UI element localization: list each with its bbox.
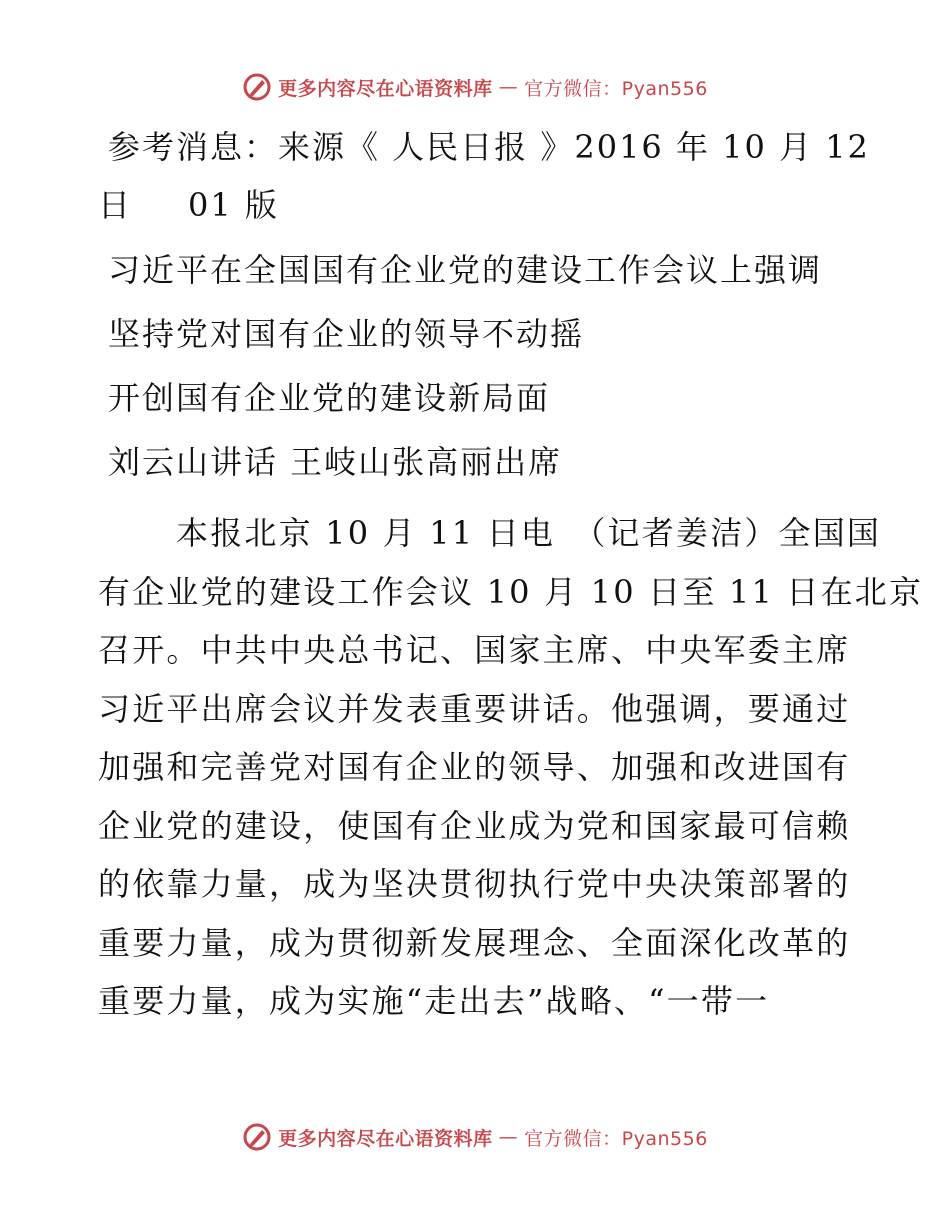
paragraph-line: 的依靠力量，成为坚决贯彻执行党中央决策部署的 — [98, 865, 851, 903]
article-paragraph — [98, 504, 924, 1031]
document-body — [98, 118, 924, 1031]
pen-circle-icon — [242, 1122, 272, 1152]
paragraph-line: 重要力量，成为贯彻新发展理念、全面深化改革的 — [98, 923, 851, 962]
headline-group — [98, 248, 858, 484]
headline-main: 习近平在全国国有企业党的建设工作会议上强调 — [108, 251, 823, 289]
paragraph-line: 有企业党的建设工作会议 10 月 10 日至 11 日在北京 — [98, 572, 924, 611]
paragraph-line: 本报北京 10 月 11 日电 （记者姜洁）全国国 — [176, 514, 882, 552]
watermark-separator: — — [498, 1126, 519, 1148]
header-watermark — [0, 72, 950, 102]
source-date-day: 日 — [98, 186, 133, 224]
headline-sub-2: 开创国有企业党的建设新局面 — [108, 379, 551, 417]
paragraph-line: 召开。中共中央总书记、国家主席、中央军委主席 — [98, 631, 851, 669]
watermark-text: 更多内容尽在心语资料库 — [278, 77, 493, 100]
source-note — [98, 118, 870, 234]
footer-watermark — [0, 1122, 950, 1152]
pen-circle-icon — [242, 72, 272, 102]
paragraph-line: 习近平出席会议并发表重要讲话。他强调，要通过 — [98, 689, 851, 728]
source-line-2 — [98, 176, 858, 234]
paragraph-line: 企业党的建设，使国有企业成为党和国家最可信赖 — [98, 806, 851, 845]
watermark-handle: 官方微信：Pyan556 — [524, 77, 708, 100]
paragraph-line: 加强和完善党对国有企业的领导、加强和改进国有 — [98, 748, 851, 786]
watermark-text: 更多内容尽在心语资料库 — [278, 1127, 493, 1150]
source-line-1: 参考消息：来源《 人民日报 》2016 年 10 月 12 — [108, 128, 870, 166]
headline-sub-1: 坚持党对国有企业的领导不动摇 — [108, 315, 585, 353]
watermark-handle: 官方微信：Pyan556 — [524, 1127, 708, 1150]
watermark-separator: — — [498, 76, 519, 98]
source-edition: 01 版 — [188, 186, 279, 224]
paragraph-line: 重要力量，成为实施“走出去”战略、“一带一 — [98, 982, 770, 1020]
headline-sub-3: 刘云山讲话 王岐山张高丽出席 — [108, 443, 563, 481]
